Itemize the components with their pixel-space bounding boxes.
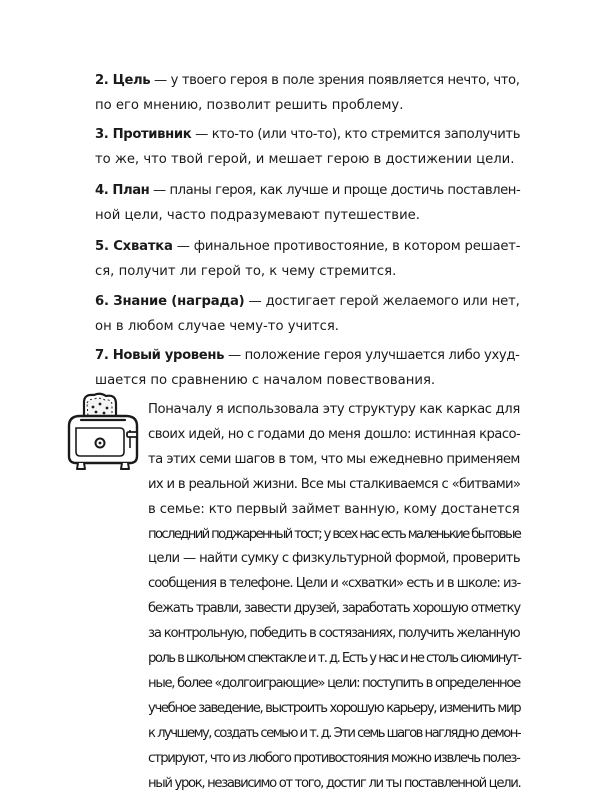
- toaster-icon: [62, 392, 144, 472]
- step-knowledge-line-2: он в любом случае чему-то учится.: [95, 319, 339, 334]
- step-opponent-line-1: 3. Противник — кто-то (или что-то), кто стремится заполучить: [95, 127, 521, 142]
- body-paragraph: [148, 398, 520, 797]
- paragraph-line: роль в школьном спектакле и т. д. Есть у нас и не столь сиюминут-: [148, 651, 521, 667]
- paragraph-line: стрируют, что из любого противостояния можно извлечь полез-: [148, 750, 520, 766]
- paragraph-line: к лучшему, создать семью и т. д. Эти семь шагов наглядно демон-: [148, 725, 521, 741]
- paragraph-line: в семье: кто первый займет ванную, кому достанется: [148, 501, 520, 517]
- paragraph-line: Поначалу я использовала эту структуру как каркас для: [148, 402, 520, 417]
- paragraph-line: ные, более «долгоиграющие» цели: поступить в определенное: [148, 675, 521, 691]
- step-battle-line-2: ся, получит ли герой то, к чему стремится.: [95, 264, 397, 279]
- paragraph-line: ный урок, независимо от того, достиг ли ты поставленной цели.: [148, 775, 521, 791]
- step-battle-title: 5. Схватка: [95, 239, 173, 254]
- step-battle-line-1: 5. Схватка — финальное противостояние, в котором решает-: [95, 239, 521, 254]
- paragraph-line: их и в реальной жизни. Все мы сталкиваемся с «битвами»: [148, 476, 521, 492]
- paragraph-line: бежать травли, завести друзей, заработать хорошую отметку: [148, 601, 521, 617]
- step-goal-title: 2. Цель: [95, 73, 151, 88]
- step-new-level-line-1: 7. Новый уровень — положение героя улучшается либо ухуд-: [95, 348, 520, 363]
- paragraph-line: цели — найти сумку с физкультурной формой, проверить: [148, 551, 520, 567]
- paragraph-line: сообщения в телефоне. Цели и «схватки» есть и в школе: из-: [148, 576, 521, 592]
- step-battle: [95, 234, 520, 284]
- step-knowledge-line-1: 6. Знание (награда) — достигает герой желаемого или нет,: [95, 294, 520, 309]
- step-goal-line-2: по его мнению, позволит решить проблему.: [95, 98, 404, 113]
- step-opponent-line-2: то же, что твой герой, и мешает герою в достижении цели.: [95, 152, 515, 167]
- step-opponent-title: 3. Противник: [95, 127, 192, 142]
- paragraph-line: за контрольную, победить в состязаниях, получить желанную: [148, 626, 520, 642]
- paragraph-line: своих идей, но с годами до меня дошло: истинная красо-: [148, 426, 521, 442]
- step-plan-line-2: ной цели, часто подразумевают путешествие.: [95, 208, 420, 223]
- step-new-level: [95, 343, 520, 393]
- step-new-level-line-2: шается по сравнению с началом повествования.: [95, 373, 436, 388]
- step-knowledge-title: 6. Знание (награда): [95, 294, 245, 309]
- step-goal-line-1: 2. Цель — у твоего героя в поле зрения появляется нечто, что,: [95, 73, 520, 88]
- step-opponent: [95, 122, 520, 172]
- step-new-level-title: 7. Новый уровень: [95, 348, 225, 363]
- step-goal: [95, 68, 520, 118]
- step-knowledge: [95, 289, 520, 339]
- step-plan: [95, 178, 520, 228]
- paragraph-line: последний поджаренный тост; у всех нас есть маленькие бытовые: [148, 526, 521, 542]
- paragraph-line: учебное заведение, выстроить хорошую карьеру, изменить мир: [148, 700, 521, 716]
- paragraph-line: та этих семи шагов в том, что мы ежедневно применяем: [148, 451, 520, 467]
- step-plan-line-1: 4. План — планы героя, как лучше и проще достичь поставлен-: [95, 183, 521, 198]
- step-plan-title: 4. План: [95, 183, 150, 198]
